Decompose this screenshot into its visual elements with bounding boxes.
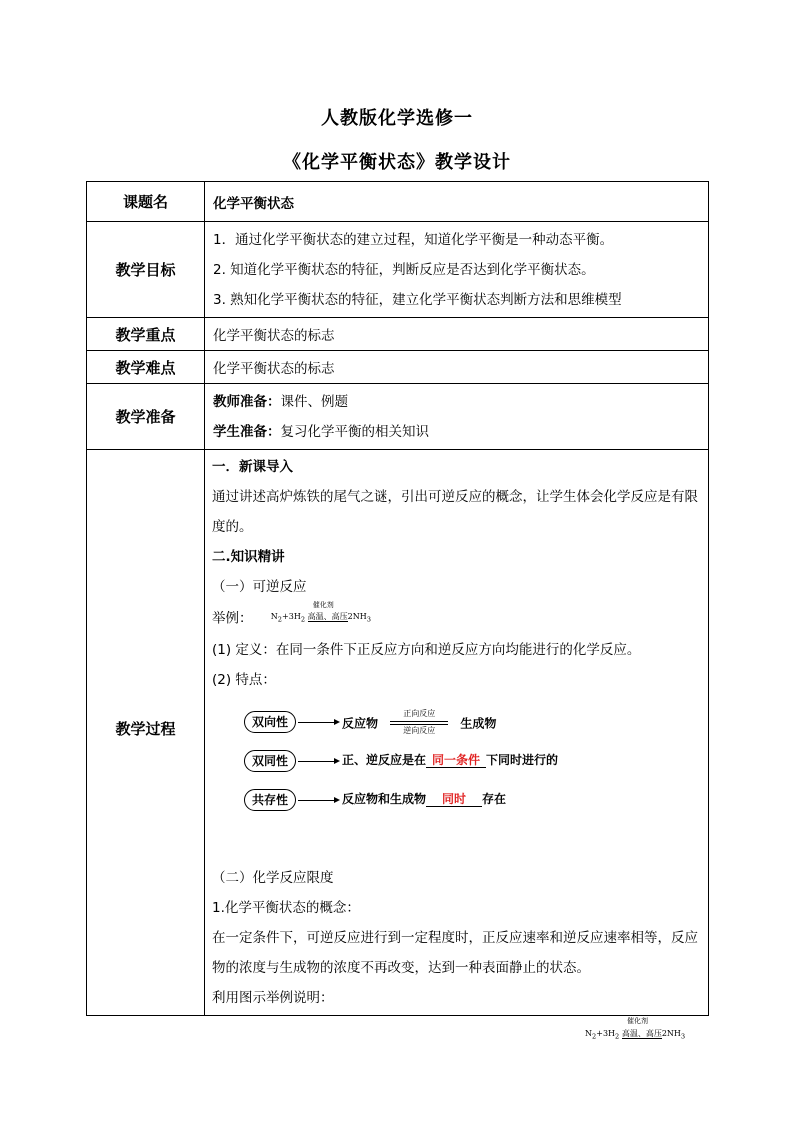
teacher-prep-label: 教师准备：: [213, 393, 281, 410]
row-difficulty: [87, 351, 709, 384]
section-intro-heading: 一．新课导入: [212, 459, 293, 475]
definition-line: (1) 定义：在同一条件下正反应方向和逆反应方向均能进行的化学反应。: [212, 641, 641, 658]
tag-bidirectional: 双向性: [244, 711, 296, 733]
value-topic: 化学平衡状态: [205, 182, 709, 222]
label-key: 教学重点: [87, 318, 205, 351]
doc-title: 人教版化学选修一: [321, 108, 473, 129]
value-process: [205, 450, 709, 1016]
row-key: [87, 318, 709, 351]
footer-equation: 催化剂 $N_2+3H_2$ 高温、高压$2NH_3$: [585, 1017, 686, 1041]
features-diagram: [212, 699, 702, 823]
feature-coexistence: 反应物和生成物 同时 存在: [342, 791, 507, 806]
concept-paragraph: 在一定条件下，可逆反应进行到一定程度时，正反应速率和逆反应速率相等，反应物的浓度与生成物的浓度不再改变，达到一种表面静止的状态。: [212, 929, 698, 976]
subsection-reversible: （一）可逆反应: [212, 579, 307, 595]
feature-same-condition: 正、逆反应是在 同一条件 下同时进行的: [342, 752, 559, 767]
value-prep: [205, 384, 709, 450]
student-prep-label: 学生准备：: [213, 423, 281, 440]
label-topic: 课题名: [87, 182, 205, 222]
goal-2: 2. 知道化学平衡状态的特征，判断反应是否达到化学平衡状态。: [213, 261, 595, 278]
teacher-prep-value: 课件、例题: [280, 393, 348, 410]
value-key: 化学平衡状态的标志: [205, 318, 709, 351]
row-topic: [87, 182, 709, 222]
goal-1: 1．通过化学平衡状态的建立过程，知道化学平衡是一种动态平衡。: [213, 231, 614, 248]
student-prep-value: 复习化学平衡的相关知识: [280, 423, 429, 440]
label-goals: 教学目标: [87, 222, 205, 318]
value-goals: [205, 222, 709, 318]
reversible-arrow-icon: 正向反应 逆向反应: [386, 713, 452, 735]
intro-paragraph: 通过讲述高炉炼铁的尾气之谜，引出可逆反应的概念，让学生体会化学反应是有限度的。: [212, 489, 698, 535]
row-process: [87, 450, 709, 1016]
label-prep: 教学准备: [87, 384, 205, 450]
feature-bidirectional: 反应物 正向反应 逆向反应 生成物: [342, 708, 497, 735]
example-line: [212, 602, 702, 635]
goal-3: 3. 熟知化学平衡状态的特征，建立化学平衡状态判断方法和思维模型: [213, 291, 622, 308]
value-difficulty: 化学平衡状态的标志: [205, 351, 709, 384]
tag-coexistence: 共存性: [244, 789, 296, 811]
condition-label: 高温、高压: [307, 612, 348, 621]
features-heading: (2) 特点：: [212, 671, 276, 688]
doc-subtitle: 《化学平衡状态》教学设计: [283, 152, 511, 173]
tag-same-condition: 双同性: [244, 750, 296, 772]
arrow-3: [298, 800, 338, 801]
label-difficulty: 教学难点: [87, 351, 205, 384]
subsection-limit: （二）化学反应限度: [212, 869, 334, 886]
concept-heading: 1.化学平衡状态的概念：: [212, 899, 360, 916]
row-goals: [87, 222, 709, 318]
arrow-2: [298, 761, 338, 762]
blank-same-condition: 同一条件: [426, 753, 486, 768]
catalyst-label: 催化剂: [312, 601, 334, 609]
example-label: 举例：: [212, 610, 253, 627]
arrow-1: [298, 722, 338, 723]
reaction-equation: 催化剂 $N_2+3H_2$ 高温、高压$2NH_3$: [271, 602, 371, 635]
section-knowledge-heading: 二.知识精讲: [212, 549, 285, 565]
blank-simultaneous: 同时: [426, 792, 482, 807]
label-process: 教学过程: [87, 450, 205, 1016]
row-prep: [87, 384, 709, 450]
illustration-line: 利用图示举例说明：: [212, 989, 334, 1006]
lesson-plan-table: [86, 181, 709, 1016]
